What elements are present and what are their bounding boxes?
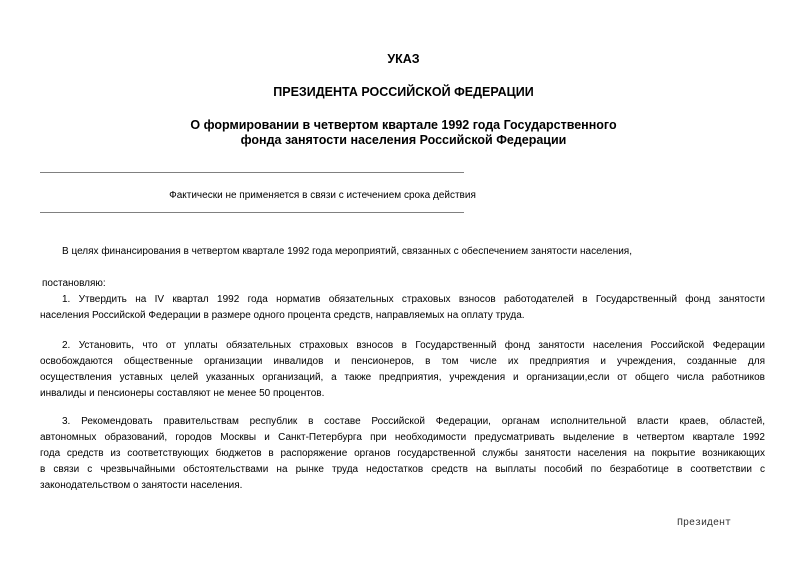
heading-president: ПРЕЗИДЕНТА РОССИЙСКОЙ ФЕДЕРАЦИИ — [273, 85, 534, 99]
signature: Президент — [677, 518, 732, 529]
item-1-line: населения Российской Федерации в размере одного процента средств, направляемых на оплату труда. — [40, 310, 525, 321]
item-3-line: законодательством о занятости населения. — [40, 480, 243, 491]
item-3-line: 3. Рекомендовать правительствам республик в составе Российской Федерации, органам исполнительной власти краев, областей, — [62, 416, 765, 427]
divider-top — [40, 172, 464, 173]
divider-bottom — [40, 212, 464, 213]
item-2-line: освобождаются общественные организации инвалидов и пенсионеров, в том числе их предприятия и учреждения, созданные для — [40, 356, 765, 367]
item-1-paragraph — [40, 292, 765, 324]
preamble-paragraph: В целях финансирования в четвертом квартале 1992 года мероприятий, связанных с обеспечением занятости населения, — [62, 246, 633, 257]
item-3-line: в связи с чрезвычайными обстоятельствами на рынке труда недостатков средств на выплаты пособий по безработице в соответствии с — [40, 464, 765, 475]
heading-decree: УКАЗ — [387, 52, 420, 66]
title-line-2: фонда занятости населения Российской Федерации — [240, 133, 567, 147]
item-2-line: инвалиды и пенсионеры составляют не менее 50 процентов. — [40, 388, 325, 399]
title-line-1: О формировании в четвертом квартале 1992 года Государственного — [190, 118, 617, 132]
item-2-line: 2. Установить, что от уплаты обязательных страховых взносов в Государственный фонд занятости населения Российской Федерации — [62, 340, 765, 351]
status-notice: Фактически не применяется в связи с истечением срока действия — [169, 190, 476, 201]
item-2-paragraph — [40, 338, 765, 402]
item-2-line: осуществления уставных целей указанных организаций, а также предприятия, учреждения и организации,если от общего числа работников — [40, 372, 765, 383]
item-3-paragraph — [40, 414, 765, 494]
item-1-line: 1. Утвердить на IV квартал 1992 года норматив обязательных страховых взносов работодателей в Государственный фонд занятости — [62, 294, 765, 305]
item-3-line: года средств из соответствующих бюджетов в распоряжение органов государственной службы занятости населения на покрытие возникающих — [40, 448, 765, 459]
decree-word: постановляю: — [42, 278, 106, 289]
item-3-line: автономных образований, городов Москвы и Санкт-Петербурга при необходимости предусматривать выделение в четвертом квартале 1992 — [40, 432, 765, 443]
